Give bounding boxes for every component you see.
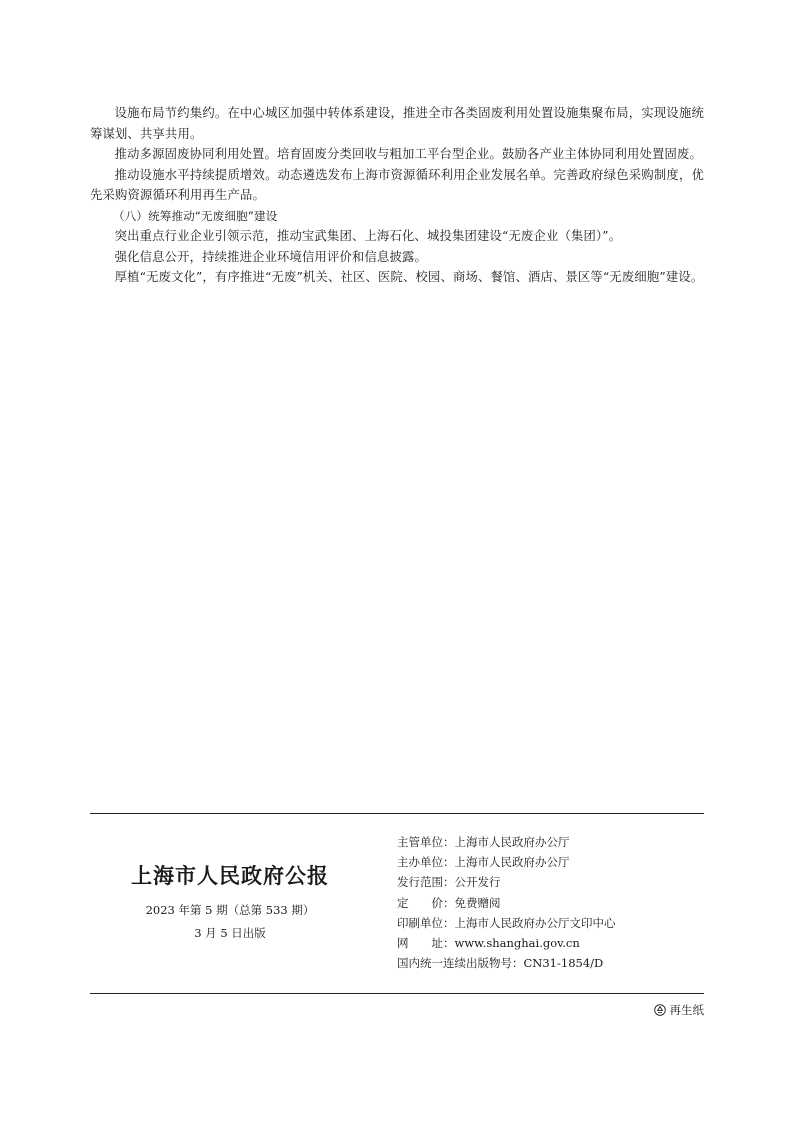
info-row-supervisor: 主管单位：上海市人民政府办公厅	[397, 835, 570, 849]
info-row-sponsor: 主办单位：上海市人民政府办公厅	[397, 855, 570, 870]
gazette-title: 上海市人民政府公报	[131, 864, 329, 888]
body-paragraph: 突出重点行业企业引领示范，推动宝武集团、上海石化、城投集团建设“无废企业（集团）”。	[114, 229, 622, 243]
article-body	[90, 103, 704, 288]
info-row-serial-number: 国内统一连续出版物号：CN31-1854/D	[397, 956, 604, 971]
recycled-paper-mark	[654, 1002, 705, 1018]
publication-date: 3 月 5 日出版	[194, 926, 266, 940]
info-row-distribution: 发行范围：公开发行	[397, 875, 501, 890]
body-paragraph: 厚植“无废文化”，有序推进“无废”机关、社区、医院、校园、商场、餐馆、酒店、景区等“无废细胞”建设。	[114, 270, 704, 284]
body-paragraph: 推动设施水平持续提质增效。动态遴选发布上海市资源循环利用企业发展名单。完善政府绿色采购制度，优先采购资源循环利用再生产品。	[90, 167, 704, 202]
recycle-icon	[654, 1004, 666, 1016]
info-row-price: 定 价：免费赠阅	[397, 895, 501, 910]
info-row-printer: 印刷单位：上海市人民政府办公厅文印中心	[397, 915, 616, 930]
colophon-masthead	[90, 860, 370, 948]
issue-number: 2023 年第 5 期（总第 533 期）	[145, 903, 315, 917]
top-divider	[90, 813, 704, 814]
body-paragraph: 强化信息公开，持续推进企业环境信用评价和信息披露。	[114, 249, 428, 264]
recycled-paper-label: 再生纸	[669, 1003, 704, 1017]
body-paragraph: 推动多源固废协同利用处置。培育固废分类回收与粗加工平台型企业。鼓励各产业主体协同利用处置固废。	[114, 147, 702, 161]
body-paragraph: 设施布局节约集约。在中心城区加强中转体系建设，推进全市各类固废利用处置设施集聚布局，实现设施统筹谋划、共享共用。	[90, 106, 704, 141]
publication-info	[397, 832, 616, 973]
section-heading: （八）统筹推动“无废细胞”建设	[113, 208, 278, 223]
info-row-website: 网 址：www.shanghai.gov.cn	[397, 936, 580, 951]
bottom-divider	[90, 993, 704, 994]
